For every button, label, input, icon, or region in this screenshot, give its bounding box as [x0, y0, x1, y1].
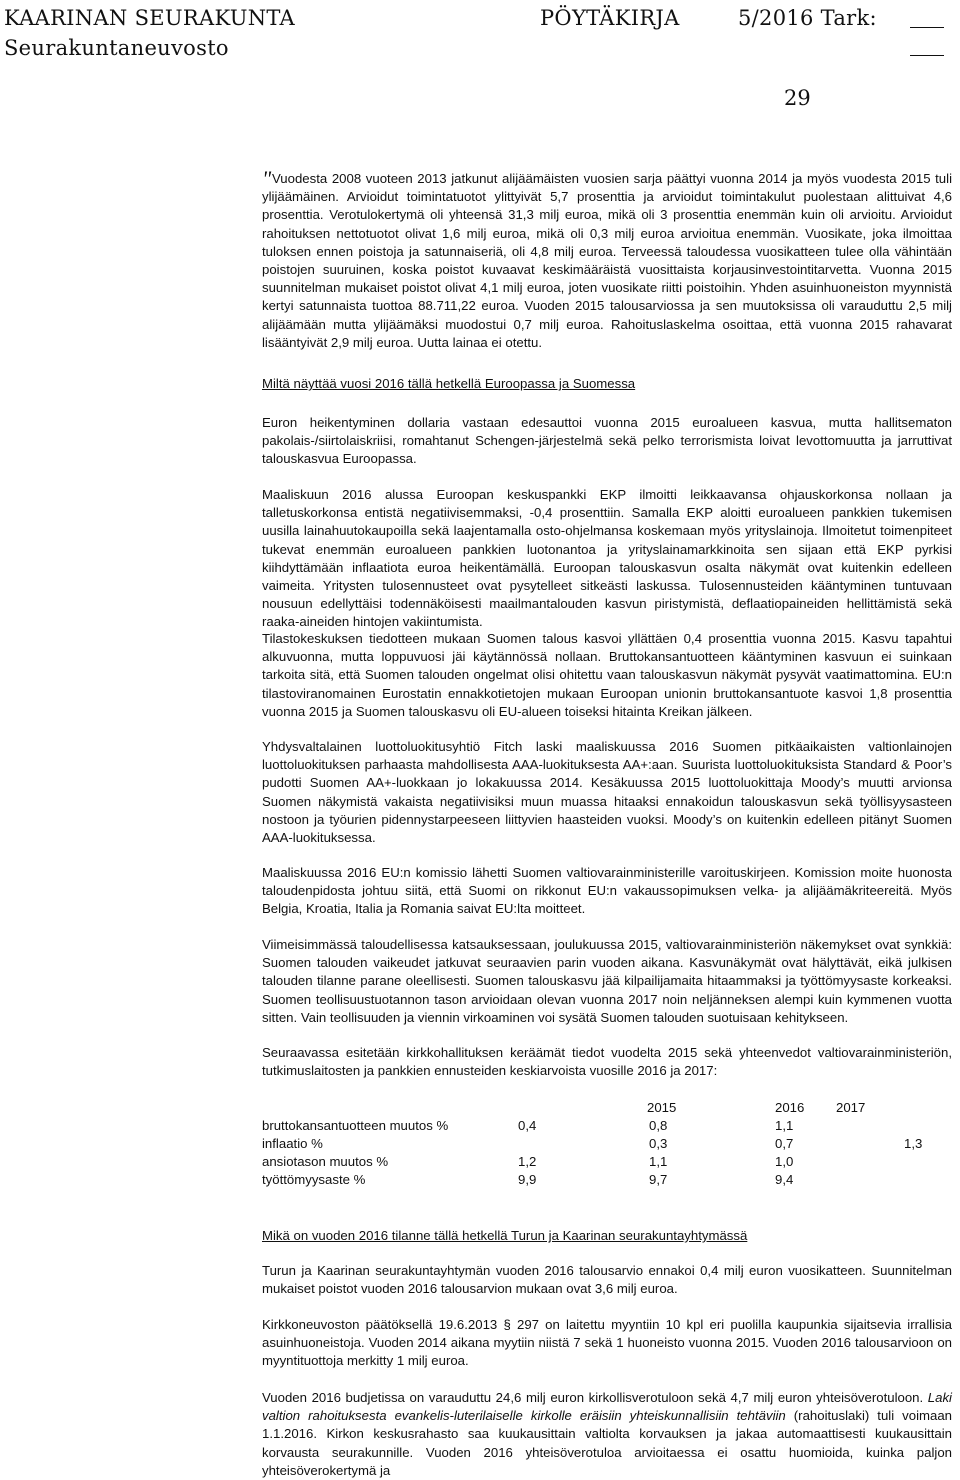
paragraph-forecast-intro: Seuraavassa esitetään kirkkohallituksen keräämät tiedot vuodelta 2015 sekä yhteenvedot valtiovarainministeriön, tutkimuslaitosten ja pankkien ennusteiden keskiarvoista vuosille 2016 ja 2017:: [262, 1045, 952, 1079]
paragraph-tax-income: [262, 1389, 952, 1480]
table-year-2016: 2016: [775, 1100, 805, 1115]
decision-date-text: Kirkkoneuvoston päätöksellä 19.6.2013: [262, 1317, 498, 1332]
document-number: 5/2016 Tark:: [738, 6, 877, 30]
table-cell: 0,8: [649, 1118, 668, 1133]
apartment-sales-text: 297 on laitettu myyntiin 10 kpl eri puolilla kaupunkia sijaitsevia irrallisia asuinhuoneistoja. Vuoden 2014 aikana myytiin niistä 7 sekä 1 huoneisto vuonna 2015. Vuoden 2016 talousarvioon on myyntituottoja merkitty 1 milj euroa.: [262, 1317, 952, 1369]
table-cell: 1,1: [775, 1118, 794, 1133]
table-cell: 9,9: [518, 1172, 537, 1187]
initials-line-1: [910, 27, 944, 28]
table-cell: 1,3: [904, 1136, 923, 1151]
table-cell: 9,4: [775, 1172, 794, 1187]
tax-income-text: Vuoden 2016 budjetissa on varauduttu 24,6 milj euron kirkollisverotuloon sekä 4,7 milj euron yhteisöverotuloon.: [262, 1390, 924, 1405]
initials-line-2: [910, 55, 944, 56]
section-heading-europe: Miltä näyttää vuosi 2016 tällä hetkellä Euroopassa ja Suomessa: [262, 376, 636, 391]
paragraph-financial-result: Vuodesta 2008 vuoteen 2013 jatkunut alijäämäisten vuosien sarja päättyi vuonna 2014 ja myös vuodesta 2015 tuli ylijäämäinen. Arvioidut toimintatuotot ylittyivät 5,7 prosenttia ja arvioidut toimintakulut puolestaan alittuivat 4,6 prosenttia. Verotulokertymä oli yhteensä 31,3 milj euroa, mikä oli 3 prosenttia enemmän kuin oli arvioitu. Arvioidut rahoituksen nettotuotot olivat 1,6 milj euroa, mikä oli 0,3 milj euroa arvioitua enemmän. Vuosikate, joka ilmoittaa tuloksen ennen poistoja ja satunnaiseriä, oli 4,8 milj euroa. Terveessä taloudessa vuosikatteen tulee olla vähintään poistojen suuruinen, koska poistot kuvaavat keskimääräistä vuosittaista korjausinvestointitarvetta. Vuonna 2015 suunnitelman mukaiset poistot olivat 4,1 milj euroa, joten vuosikate riitti poistoihin. Yhden asuinhuoneiston myynnistä kertyi satunnaista tuottoa 88.711,22 euroa. Vuoden 2015 talousarviossa ja sen muutoksissa oli varauduttu 2,5 milj alijäämään mutta ylijäämäksi muodostui 0,7 milj euroa. Rahoituslaskelma osoittaa, että vuonna 2015 rahavarat lisääntyivät 2,9 milj euroa. Uutta lainaa ei otettu.: [262, 171, 952, 350]
paragraph-finance-ministry: Viimeisimmässä taloudellisessa katsauksessaan, joulukuussa 2015, valtiovarainministeriön näkemykset ovat synkkiä: Suomen talouden vaikeudet jatkuvat seuraavien parin vuoden aikana. Kasvunäkymät ovat hälyttävät, eikä julkisen talouden tilanne parane oleellisesti. Suomen talouskasvu jää kilpailijamaita hitaammaksi ja työttömyysaste korkeaksi. Suomen teollisuustuotannon tason arvioidaan olevan vuonna 2017 noin neljänneksen alempi kuin kymmenen vuotta sitten. Vain teollisuuden ja viennin virkoaminen voi sysätä Suomen talouden suotuisaan kehitykseen.: [262, 937, 952, 1025]
table-cell: 1,0: [775, 1154, 794, 1169]
table-year-2015: 2015: [647, 1100, 677, 1115]
table-year-2017: 2017: [836, 1100, 866, 1115]
table-cell: 0,7: [775, 1136, 794, 1151]
table-cell: 1,2: [518, 1154, 537, 1169]
law-title: Laki valtion rahoituksesta evankelis-luterilaiselle kirkolle eräisiin yhteiskunnallisiin tehtäviin: [262, 1390, 952, 1424]
paragraph-budget-2016: Turun ja Kaarinan seurakuntayhtymän vuoden 2016 talousarvio ennakoi 0,4 milj euron vuosikatteen. Suunnitelman mukaiset poistot vuoden 2016 talousarvion mukaan ovat 3,6 milj euroa.: [262, 1263, 952, 1297]
table-cell: 1,1: [649, 1154, 668, 1169]
section-sign: §: [503, 1317, 511, 1332]
paragraph-eu-commission: Maaliskuussa 2016 EU:n komissio lähetti Suomen valtiovarainministerille varoituskirjeen. Komission moite huonosta taloudenpidosta johtuu siitä, että Suomi on rikkonut EU:n vakaussopimuksen velka- ja alijäämäkriteereitä. Myös Belgia, Kroatia, Italia ja Romania saivat EU:lta moitteet.: [262, 865, 952, 917]
table-row-label: inflaatio %: [262, 1136, 323, 1151]
table-row-label: bruttokansantuotteen muutos %: [262, 1118, 449, 1133]
page-number: 29: [784, 86, 811, 110]
table-row-label: työttömyysaste %: [262, 1172, 366, 1187]
section-heading-parish-union: Mikä on vuoden 2016 tilanne tällä hetkellä Turun ja Kaarinan seurakuntayhtymässä: [262, 1228, 748, 1243]
paragraph-statistics-finland: Tilastokeskuksen tiedotteen mukaan Suomen talous kasvoi yllättäen 0,4 prosenttia vuonna 2015. Kasvu tapahtui alkuvuonna, mutta loppuvuosi jäi käytännössä nollaan. Bruttokansantuotteen kääntyminen kasvuun ei suinkaan tarkoita sitä, että Suomen talouden ongelmat olisi ohitettu vaan talouskasvun näkymät pysyvät vaatimattomina. EU:n tilastoviranomainen Eurostatin ennakkotietojen mukaan Euroopan unionin bruttokansantuote kasvoi 1,8 prosenttia vuonna 2015 ja Suomen talouskasvu oli EU-alueen toiseksi hitainta Kreikan jälkeen.: [262, 631, 952, 719]
paragraph-euro: Euron heikentyminen dollaria vastaan edesauttoi vuonna 2015 euroalueen kasvua, mutta hallitsematon pakolais-/siirtolaiskriisi, romahtanut Schengen-järjestelmä sekä pelko terrorismista loivat levottomuutta ja jarruttivat talouskasvua Euroopassa.: [262, 415, 952, 467]
table-cell: 0,3: [649, 1136, 668, 1151]
document-type: PÖYTÄKIRJA: [540, 6, 680, 30]
org-name: KAARINAN SEURAKUNTA: [4, 6, 295, 30]
quote-mark: ": [262, 166, 272, 191]
tax-income-continued: (rahoituslaki) tuli voimaan 1.1.2016. Kirkon keskusrahasto saa kuukausittain valtiolta korvauksen ja jakaa automaattisesti kuukausittain korvausta seurakunnille. Vuoden 2016 yhteisöverotuloa arvioitaessa ei osattu huomioida, kuinka paljon yhteisöverokertymä ja: [262, 1408, 952, 1478]
table-cell: 0,4: [518, 1118, 537, 1133]
table-row-label: ansiotason muutos %: [262, 1154, 389, 1169]
council-name: Seurakuntaneuvosto: [4, 36, 229, 60]
paragraph-ecb: Maaliskuun 2016 alussa Euroopan keskuspankki EKP ilmoitti leikkaavansa ohjauskorkonsa nollaan ja talletuskorkonsa entistä negatiivisemmaksi, -0,4 prosenttiin. Samalla EKP aloitti euroalueen pankkien tukemisen uusilla lainahuutokaupoilla sekä laajentamalla osto-ohjelmansa koskemaan myös yrityslainoja. Ilmoitetut toimenpiteet tukevat enemmän euroalueen pankkien luotonantoa ja yrityslainamarkkinoita sen sijaan että EKP pyrkisi kiihdyttämään inflaatiota euroa heikentämällä. Euroopan talouskasvun osalta näkymät ovat kuitenkin edelleen vaimeita. Yritysten tulosennusteet ovat pysytelleet sitkeästi laskussa. Tulosennusteiden kääntyminen tuntuvaan nousuun edellyttäisi todennäköisesti maailmantalouden kasvun piristymistä, deflaatiopaineiden hellittämistä sekä raaka-aineiden hintojen vakiintumista.: [262, 487, 952, 630]
paragraph-apartment-sales: [262, 1316, 952, 1371]
table-cell: 9,7: [649, 1172, 668, 1187]
paragraph-credit-rating: Yhdysvaltalainen luottoluokitusyhtiö Fitch laski maaliskuussa 2016 Suomen pitkäaikaisten valtionlainojen luottoluokituksen parhaasta mahdollisesta AAA-luokituksesta AA+:aan. Suurista luottoluokituksista Standard & Poor’s pudotti Suomen AA+-luokkaan jo lokakuussa 2014. Kesäkuussa 2015 luottoluokittaja Moody’s muutti arvionsa Suomen näkymistä vakaista negatiivisiksi muun muassa hitaaksi ennakoidun talouskasvun sekä työllisyysasteen nostoon ja työurien pidennystarpeeseen liittyvien haasteiden vuoksi. Moody’s on kuitenkin edelleen pitänyt Suomen AAA-luokituksessa.: [262, 739, 952, 846]
